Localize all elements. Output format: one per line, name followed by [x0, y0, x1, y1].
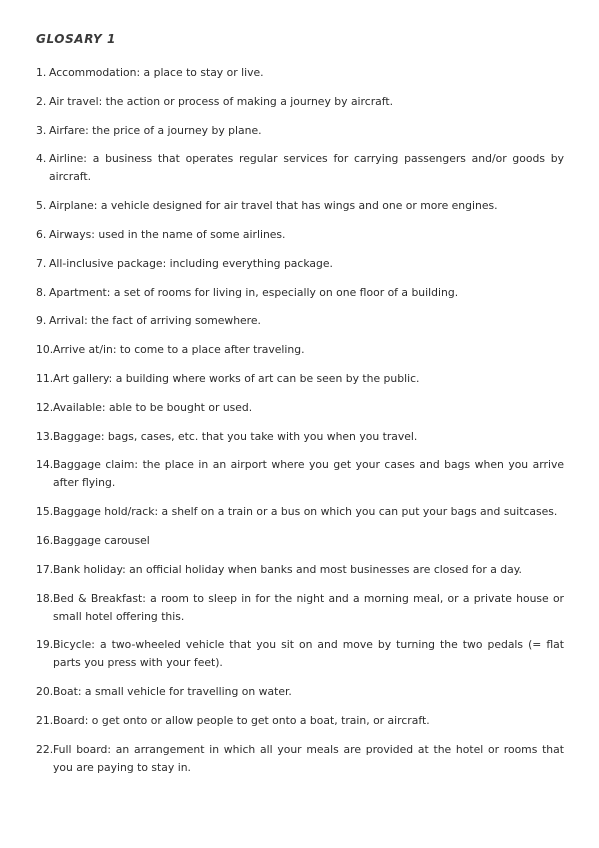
glossary-entry: [36, 150, 564, 186]
entry-number: 11.: [36, 371, 54, 385]
entry-text: Art gallery: a building where works of art can be seen by the public.: [53, 371, 420, 385]
entry-text: Apartment: a set of rooms for living in, especially on one floor of a building.: [49, 285, 459, 299]
glossary-entry: [36, 590, 564, 626]
entry-number: 21.: [36, 713, 54, 727]
entry-number: 19.: [36, 638, 54, 652]
glossary-entry: [36, 312, 564, 330]
glossary-entry: [36, 428, 564, 446]
entry-text: Bicycle: a two-wheeled vehicle that you sit on and move by turning the two pedals (= flat parts you press with your feet).: [53, 638, 564, 670]
entry-text: Baggage: bags, cases, etc. that you take with you when you travel.: [53, 429, 418, 443]
entry-text: Baggage hold/rack: a shelf on a train or a bus on which you can put your bags and suitcases.: [53, 505, 558, 519]
glossary-entry: [36, 122, 564, 140]
entry-text: Air travel: the action or process of making a journey by aircraft.: [49, 94, 394, 108]
entry-text: Baggage claim: the place in an airport where you get your cases and bags when you arrive after flying.: [53, 458, 564, 490]
glossary-entry: [36, 341, 564, 359]
glossary-entry: [36, 456, 564, 492]
entry-number: 1.: [36, 66, 47, 79]
entry-text: Airline: a business that operates regular services for carrying passengers and/or goods by aircraft.: [49, 152, 564, 184]
glossary-entry: [36, 93, 564, 111]
entry-number: 15.: [36, 505, 54, 519]
entry-text: Bank holiday: an official holiday when banks and most businesses are closed for a day.: [53, 562, 522, 576]
glossary-entry: [36, 561, 564, 579]
glossary-entry: [36, 532, 564, 550]
entry-number: 7.: [36, 256, 47, 270]
entry-text: Available: able to be bought or used.: [53, 400, 253, 414]
entry-text: Airfare: the price of a journey by plane.: [49, 123, 262, 137]
glossary-entry: [36, 64, 564, 82]
glossary-entry: [36, 683, 564, 701]
entry-text: All-inclusive package: including everything package.: [49, 256, 333, 270]
glossary-entry: [36, 370, 564, 388]
glossary-entry: [36, 741, 564, 777]
entry-number: 10.: [36, 343, 54, 357]
entry-number: 4.: [36, 152, 47, 166]
entry-number: 9.: [36, 314, 47, 328]
glossary-entry: [36, 712, 564, 730]
entry-text: Arrival: the fact of arriving somewhere.: [49, 314, 261, 328]
entry-number: 16.: [36, 533, 54, 547]
entry-text: Board: o get onto or allow people to get onto a boat, train, or aircraft.: [53, 713, 430, 727]
entry-number: 14.: [36, 458, 54, 472]
entry-text: Airplane: a vehicle designed for air travel that has wings and one or more engines.: [49, 199, 498, 213]
entry-text: Full board: an arrangement in which all your meals are provided at the hotel or rooms that you are paying to stay in.: [53, 742, 564, 774]
entry-text: Accommodation: a place to stay or live.: [49, 66, 264, 79]
glossary-entry: [36, 636, 564, 672]
entry-number: 17.: [36, 562, 54, 576]
glossary-list: [36, 64, 564, 788]
entry-number: 20.: [36, 685, 54, 699]
glossary-entry: [36, 503, 564, 521]
entry-number: 12.: [36, 400, 54, 414]
glossary-entry: [36, 284, 564, 302]
entry-number: 2.: [36, 94, 47, 108]
entry-number: 6.: [36, 227, 47, 241]
entry-text: Boat: a small vehicle for travelling on water.: [53, 685, 292, 699]
entry-number: 3.: [36, 123, 47, 137]
glossary-entry: [36, 255, 564, 273]
entry-number: 8.: [36, 285, 47, 299]
entry-number: 5.: [36, 199, 47, 213]
glossary-entry: [36, 226, 564, 244]
document-title: GLOSARY 1: [36, 32, 116, 46]
entry-text: Bed & Breakfast: a room to sleep in for the night and a morning meal, or a private house or small hotel offering this.: [53, 591, 564, 623]
entry-number: 22.: [36, 742, 54, 756]
entry-number: 13.: [36, 429, 54, 443]
glossary-entry: [36, 399, 564, 417]
entry-text: Arrive at/in: to come to a place after traveling.: [53, 343, 305, 357]
entry-number: 18.: [36, 591, 54, 605]
glossary-entry: [36, 197, 564, 215]
entry-text: Airways: used in the name of some airlines.: [49, 227, 286, 241]
entry-text: Baggage carousel: [53, 533, 150, 547]
